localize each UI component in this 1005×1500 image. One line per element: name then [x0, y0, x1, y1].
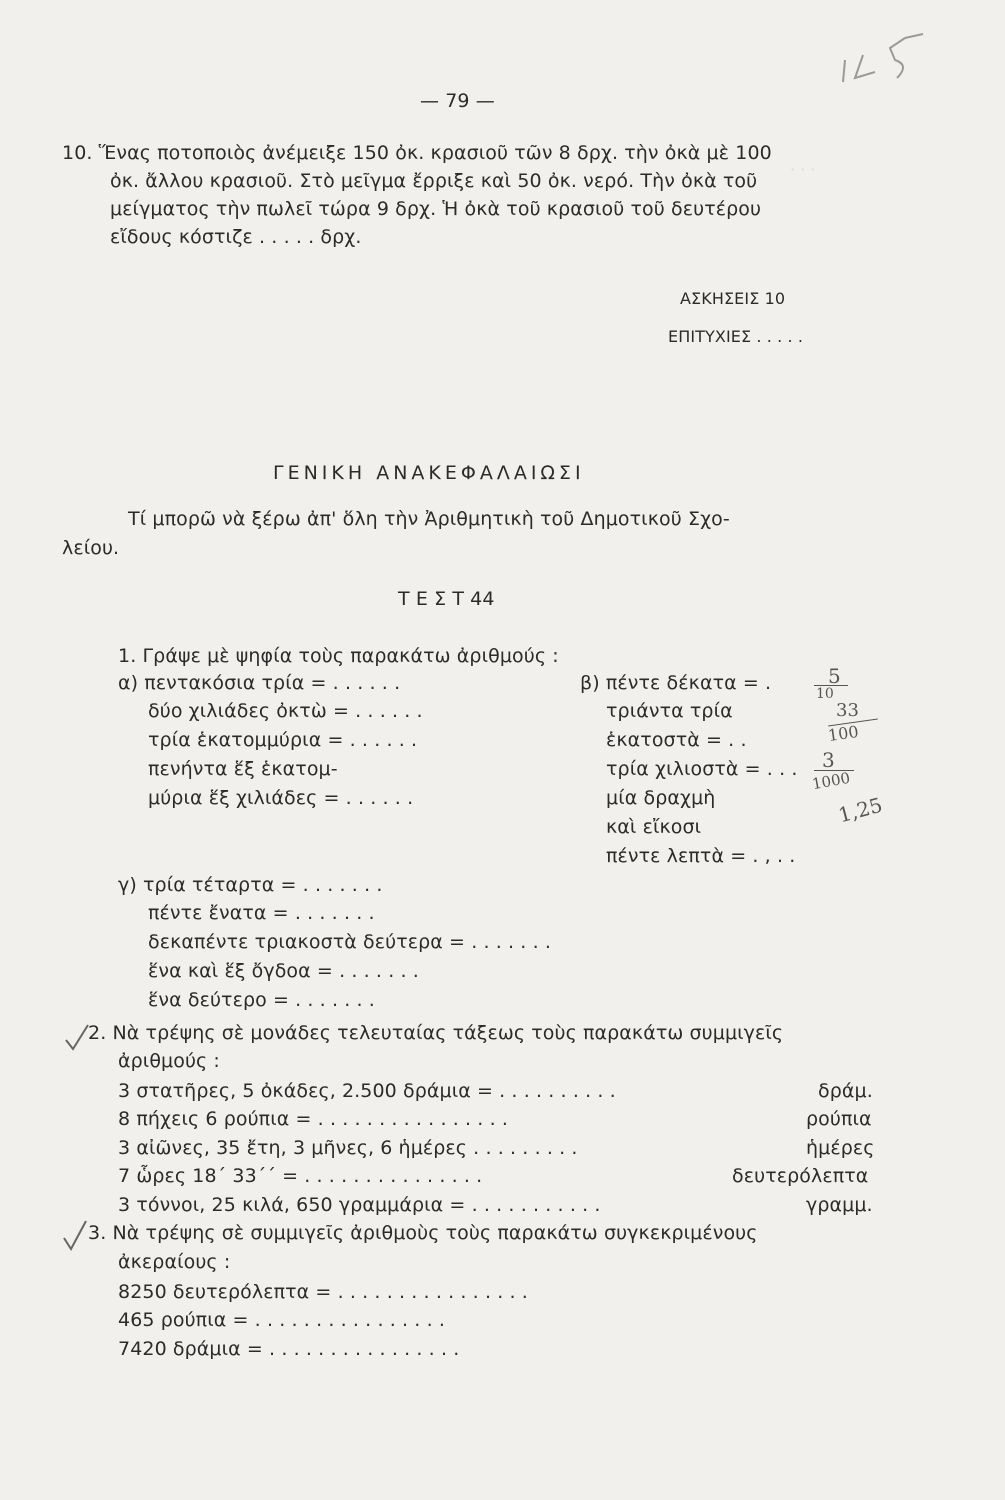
q1-b-line: β) πέντε δέκατα = . [580, 672, 772, 694]
corner-handwritten-mark [835, 20, 935, 90]
q1-a-line: μύρια ἕξ χιλιάδες = . . . . . . [148, 787, 414, 809]
intro-line: Τί μπορῶ νὰ ξέρω ἀπ' ὅλη τὴν Ἀριθμητικὴ τοῦ Δημοτικοῦ Σχο- [128, 508, 730, 530]
q2-row-left: 8 πήχεις 6 ρούπια = . . . . . . . . . . . . . . . . [118, 1108, 508, 1130]
q3-heading: 3. Νὰ τρέψης σὲ συμμιγεῖς ἀριθμοὺς τοὺς παρακάτω συγκεκριμένους [88, 1222, 758, 1244]
test-title: Τ Ε Σ Τ 44 [398, 588, 495, 610]
q3-row: 465 ρούπια = . . . . . . . . . . . . . . . . [118, 1309, 446, 1331]
q2-heading: 2. Νὰ τρέψης σὲ μονάδες τελευταίας τάξεως τοὺς παρακάτω συμμιγεῖς [88, 1022, 784, 1044]
problem10-line: εἴδους κόστιζε . . . . . δρχ. [110, 226, 362, 248]
q1-b-line: πέντε λεπτὰ = . , . . [606, 845, 796, 867]
handwritten-fraction-five-tenths: 5 10 [800, 664, 860, 708]
q1-c-line: ἕνα δεύτερο = . . . . . . . [148, 989, 375, 1011]
handwritten-decimal-answer: 1,25 [835, 792, 885, 828]
q2-row-unit: γραμμ. [806, 1194, 873, 1216]
q2-row-left: 3 τόννοι, 25 κιλά, 650 γραμμάρια = . . . . . . . . . . . [118, 1194, 601, 1216]
q1-c-line: ἕνα καὶ ἕξ ὄγδοα = . . . . . . . [148, 960, 419, 982]
q3-heading-cont: ἀκεραίους : [118, 1251, 231, 1273]
q1-b-line: καὶ εἴκοσι [606, 816, 702, 838]
handwritten-fraction-3-thousandths: 3 1000 [812, 748, 892, 808]
q2-heading-cont: ἀριθμούς : [118, 1050, 220, 1072]
q2-row-unit: δευτερόλεπτα [732, 1165, 869, 1187]
q2-row-left: 3 αἰῶνες, 35 ἔτη, 3 μῆνες, 6 ἡμέρες . . . . . . . . . [118, 1137, 578, 1159]
q1-a-line: δύο χιλιάδες ὀκτὼ = . . . . . . [148, 700, 423, 722]
q1-b-line: τρία χιλιοστὰ = . . . [606, 758, 798, 780]
q1-a-line: τρία ἑκατομμύρια = . . . . . . [148, 729, 418, 751]
q1-b-line: τριάντα τρία [606, 700, 733, 722]
q3-row: 8250 δευτερόλεπτα = . . . . . . . . . . . . . . . . [118, 1281, 528, 1303]
check-mark-icon [60, 1218, 90, 1254]
q2-row-unit: ρούπια [806, 1108, 872, 1130]
q1-c-line: γ) τρία τέταρτα = . . . . . . . [118, 874, 383, 896]
show-through-text: · · · [790, 160, 816, 179]
page-number: — 79 — [420, 90, 495, 112]
handwritten-fraction-33-hundredths: 33 100 [808, 690, 898, 750]
askiseis-label: ΑΣΚΗΣΕΙΣ 10 [680, 289, 786, 308]
problem10-line: 10. Ἕνας ποτοποιὸς ἀνέμειξε 150 ὀκ. κρασιοῦ τῶν 8 δρχ. τὴν ὀκὰ μὲ 100 [62, 142, 772, 164]
q1-a-line: πενήντα ἕξ ἑκατομ- [148, 758, 338, 780]
q1-c-line: πέντε ἔνατα = . . . . . . . [148, 902, 375, 924]
q3-row: 7420 δράμια = . . . . . . . . . . . . . . . . [118, 1338, 460, 1360]
q1-heading: 1. Γράψε μὲ ψηφία τοὺς παρακάτω ἀριθμούς : [118, 645, 559, 667]
intro-line: λείου. [62, 537, 120, 559]
q2-row-unit: ἡμέρες [806, 1137, 875, 1159]
q2-row-unit: δράμ. [818, 1080, 873, 1102]
q1-b-line: ἑκατοστὰ = . . [606, 729, 747, 751]
section-title: ΓΕΝΙΚΗ ΑΝΑΚΕΦΑΛΑΙΩΣΙ [273, 462, 585, 484]
q2-row-left: 3 στατῆρες, 5 ὀκάδες, 2.500 δράμια = . . . . . . . . . . [118, 1080, 616, 1102]
q1-a-line: α) πεντακόσια τρία = . . . . . . [118, 672, 401, 694]
problem10-line: μείγματος τὴν πωλεῖ τώρα 9 δρχ. Ἡ ὀκὰ τοῦ κρασιοῦ τοῦ δευτέρου [110, 198, 762, 220]
epitychies-label: ΕΠΙΤΥΧΙΕΣ . . . . . [668, 327, 804, 346]
q2-row-left: 7 ὧρες 18΄ 33΄΄ = . . . . . . . . . . . . . . . [118, 1165, 483, 1187]
q1-c-line: δεκαπέντε τριακοστὰ δεύτερα = . . . . . . . [148, 931, 552, 953]
problem10-line: ὀκ. ἄλλου κρασιοῦ. Στὸ μεῖγμα ἔρριξε καὶ 50 ὀκ. νερό. Τὴν ὀκὰ τοῦ [110, 170, 758, 192]
q1-b-line: μία δραχμὴ [606, 787, 716, 809]
